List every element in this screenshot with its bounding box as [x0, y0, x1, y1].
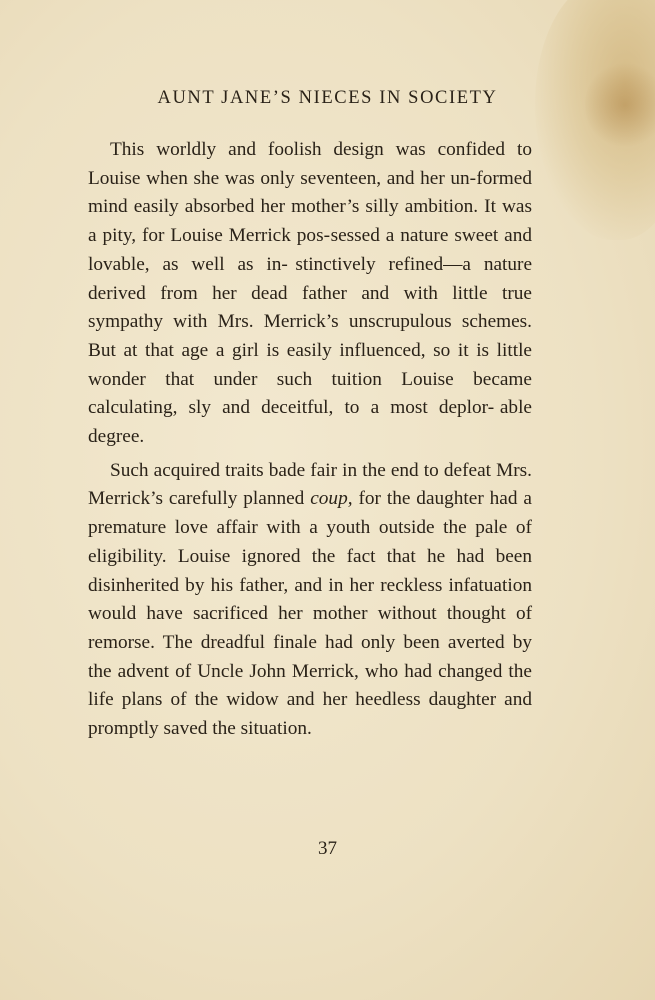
text-line: her heedless daughter and promptly saved the: [88, 689, 532, 740]
text-line: calculating, sly and deceitful, to a most deplor-: [88, 397, 495, 419]
paragraph-2: [88, 457, 532, 744]
text-line: situation.: [240, 718, 312, 740]
text-line: for the daughter had a premature love affair with: [88, 488, 532, 539]
text-line: of remorse. The dreadful finale had only been: [88, 603, 532, 653]
italic-word: coup,: [310, 488, 353, 510]
text-line: would have sacrificed her mother without thought: [88, 603, 506, 625]
page-number: 37: [318, 838, 337, 859]
text-line: wonder that under such tuition Louise became: [88, 368, 532, 390]
text-line: who had changed the life plans of the widow and: [88, 660, 532, 711]
text-line: that age a girl is easily influenced, so it is little: [144, 339, 532, 361]
text-line: ignored the fact that he had been disinherited: [88, 545, 533, 596]
text-line: ambition. It was a pity, for Louise Merrick pos-: [88, 196, 532, 247]
running-header: AUNT JANE’S NIECES IN SOCIETY: [157, 88, 498, 108]
text-line: defeat Mrs. Merrick’s carefully planned: [88, 459, 532, 510]
text-line: formed mind easily absorbed her mother’s silly: [88, 167, 533, 218]
text-line: Louise when she was only seventeen, and her un-: [88, 167, 477, 189]
text-line: Such acquired traits bade fair in the end to: [110, 459, 439, 481]
paragraph-1: [88, 136, 532, 452]
text-line: able degree.: [88, 397, 532, 448]
text-line: Mrs. Merrick’s unscrupulous schemes. But at: [88, 311, 533, 361]
text-line: dead father and with little true sympathy with: [88, 282, 532, 333]
text-line: stinctively refined—a nature derived from her: [88, 253, 533, 304]
text-line: a youth outside the pale of eligibility. Louise: [88, 517, 532, 567]
text-line: averted by the advent of Uncle John Merrick,: [88, 631, 532, 682]
text-line: by his father, and in her reckless infatuation: [185, 574, 532, 596]
text-line: This worldly and foolish design was confided to: [110, 139, 532, 160]
text-line: sessed a nature sweet and lovable, as well as in-: [88, 225, 532, 275]
body-text: [88, 136, 532, 749]
